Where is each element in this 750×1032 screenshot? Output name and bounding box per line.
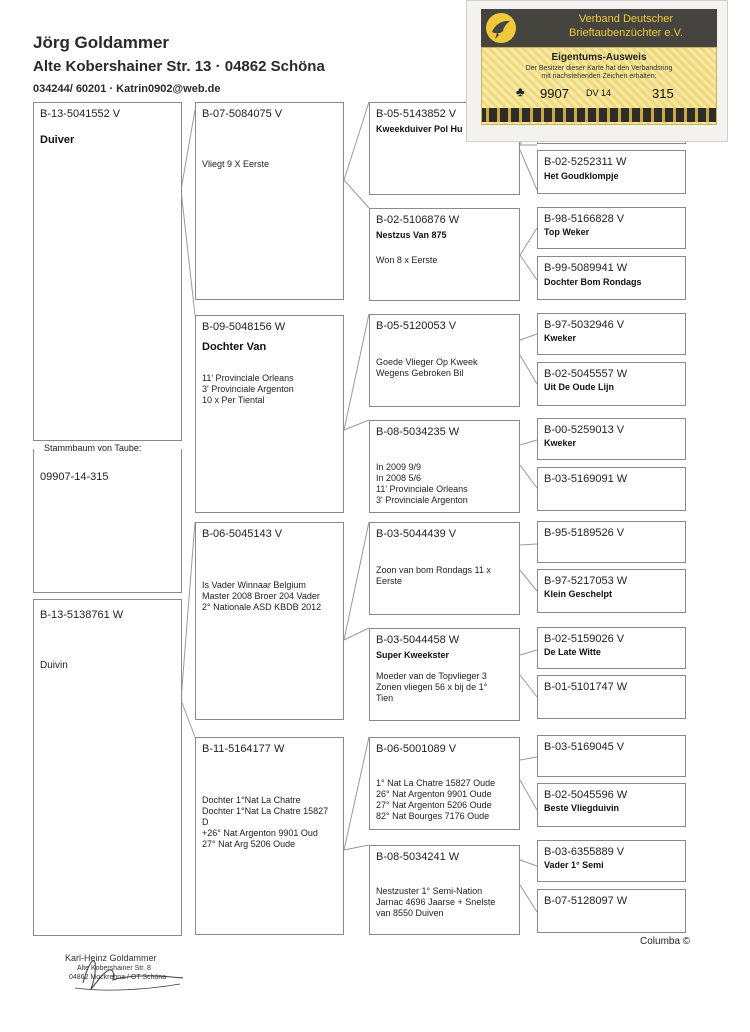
gen3-box-2[interactable] <box>369 208 520 301</box>
gen4-box-10[interactable] <box>537 569 686 613</box>
gen4-ring-2: B-02-5252311 W <box>544 156 627 168</box>
stammbaum-number: 09907-14-315 <box>40 471 109 483</box>
gen3-box-3[interactable] <box>369 314 520 407</box>
gen4-name-6: Uit De Oude Lijn <box>544 382 615 392</box>
card-stamp-icon: ♣ <box>516 84 525 99</box>
partner-mother-box[interactable] <box>195 737 344 935</box>
gen4-box-4[interactable] <box>537 256 686 300</box>
gen4-box-15[interactable] <box>537 840 686 882</box>
gen3-ring-6: B-03-5044458 W <box>376 634 460 646</box>
father-box[interactable] <box>195 102 344 300</box>
gen3-box-5[interactable] <box>369 522 520 615</box>
stammbaum-label: Stammbaum von Taube: <box>44 443 142 453</box>
gen4-name-10: Klein Geschelpt <box>544 589 613 599</box>
gen4-ring-11: B-02-5159026 V <box>544 633 625 645</box>
gen4-ring-16: B-07-5128097 W <box>544 895 628 907</box>
gen4-box-9[interactable] <box>537 521 686 563</box>
card-subtitle: Der Besitzer dieser Karte hat den Verbandsring mit nachstehenden Zeichen erhalten: <box>525 65 673 80</box>
owner-address: Alte Kobershainer Str. 13 · 04862 Schöna <box>33 58 325 75</box>
partner-box[interactable] <box>33 599 182 936</box>
gen3-info-4: In 2009 9/9 In 2008 5/6 11' Provinciale Orleans 3' Provinciale Argenton <box>376 462 468 505</box>
gen3-info-7: 1° Nat La Chatre 15827 Oude 26° Nat Argenton 9901 Oude 27° Nat Argenton 5206 Oude 82° Nat Bourges 7176 Oude <box>376 778 496 821</box>
gen3-name-1: Kweekduiver Pol Hu <box>376 124 463 134</box>
gen4-name-3: Top Weker <box>544 227 590 237</box>
card-association-line2: Brieftaubenzüchter e.V. <box>569 27 683 39</box>
gen4-box-6[interactable] <box>537 362 686 406</box>
card-body <box>481 47 717 125</box>
gen4-ring-5: B-97-5032946 V <box>544 319 625 331</box>
gen4-name-5: Kweker <box>544 333 577 343</box>
gen3-info-6: Moeder van de Topvlieger 3 Zonen vliegen 56 x bij de 1° Tien <box>376 671 488 703</box>
gen4-box-16[interactable] <box>537 889 686 933</box>
owner-contact: 034244/ 60201 · Katrin0902@web.de <box>33 83 221 95</box>
ownership-card <box>466 0 728 142</box>
gen3-ring-7: B-06-5001089 V <box>376 743 457 755</box>
partner-ring: B-13-5138761 W <box>40 609 124 621</box>
gen4-ring-3: B-98-5166828 V <box>544 213 625 225</box>
gen4-name-14: Beste Vliegduivin <box>544 803 620 813</box>
gen3-info-3: Goede Vlieger Op Kweek Wegens Gebroken Bil <box>376 357 478 378</box>
card-association-line1: Verband Deutscher <box>578 13 674 25</box>
gen3-box-8[interactable] <box>369 845 520 935</box>
gen4-ring-13: B-03-5169045 V <box>544 741 625 753</box>
gen4-name-11: De Late Witte <box>544 647 601 657</box>
card-number-code: DV 14 <box>586 88 612 98</box>
pigeon-logo-icon <box>485 12 517 44</box>
gen4-name-15: Vader 1° Semi <box>544 860 604 870</box>
gen3-box-4[interactable] <box>369 420 520 513</box>
gen4-ring-10: B-97-5217053 W <box>544 575 628 587</box>
gen4-name-2: Het Goudklompje <box>544 171 619 181</box>
gen4-box-12[interactable] <box>537 675 686 719</box>
mother-box[interactable] <box>195 315 344 513</box>
gen3-ring-4: B-08-5034235 W <box>376 426 460 438</box>
signature-town: 04862 Mockrehna / OT Schöna <box>69 974 167 981</box>
card-ornament-border <box>482 108 716 122</box>
partner-mother-ring: B-11-5164177 W <box>202 743 285 755</box>
gen3-ring-2: B-02-5106876 W <box>376 214 460 226</box>
gen4-ring-6: B-02-5045557 W <box>544 368 628 380</box>
gen4-box-14[interactable] <box>537 783 686 827</box>
gen3-info-5: Zoon van bom Rondags 11 x Eerste <box>376 565 491 586</box>
gen4-name-7: Kweker <box>544 438 577 448</box>
mother-ring: B-09-5048156 W <box>202 321 286 333</box>
father-info: Vliegt 9 X Eerste <box>202 159 270 169</box>
gen4-box-2[interactable] <box>537 150 686 194</box>
partner-father-box[interactable] <box>195 522 344 720</box>
signature-name: Karl-Heinz Goldammer <box>65 953 157 963</box>
signature-street: Alte Kobershainer Str. 8 <box>77 965 151 972</box>
subject-ring: B-13-5041552 V <box>40 108 121 120</box>
gen4-ring-15: B-03-6355889 V <box>544 846 625 858</box>
gen3-info-8: Nestzuster 1° Semi-Nation Jarnac 4696 Jaarse + Snelste van 8550 Duiven <box>376 886 496 918</box>
partner-name: Duivin <box>40 660 68 671</box>
gen4-box-11[interactable] <box>537 627 686 669</box>
gen3-name-2: Nestzus Van 875 <box>376 230 447 240</box>
father-ring: B-07-5084075 V <box>202 108 283 120</box>
card-title: Eigentums-Ausweis <box>551 52 647 63</box>
copyright-footer: Columba © <box>640 936 691 947</box>
gen4-box-3[interactable] <box>537 207 686 249</box>
signature-stamp <box>65 948 190 998</box>
gen4-ring-8: B-03-5169091 W <box>544 473 628 485</box>
owner-name: Jörg Goldammer <box>33 33 170 52</box>
card-number-right: 315 <box>652 86 674 101</box>
gen4-ring-7: B-00-5259013 V <box>544 424 625 436</box>
partner-father-ring: B-06-5045143 V <box>202 528 283 540</box>
gen4-box-7[interactable] <box>537 418 686 460</box>
gen4-box-5[interactable] <box>537 313 686 355</box>
gen3-ring-3: B-05-5120053 V <box>376 320 457 332</box>
mother-info: 11' Provinciale Orleans 3' Provinciale Argenton 10 x Per Tiental <box>202 373 294 405</box>
gen3-ring-8: B-08-5034241 W <box>376 851 460 863</box>
gen4-box-8[interactable] <box>537 467 686 511</box>
partner-mother-info: Dochter 1°Nat La Chatre Dochter 1°Nat La Chatre 15827 D +26° Nat Argenton 9901 Oud 27° Nat Arg 5206 Oude <box>202 795 329 849</box>
gen4-ring-14: B-02-5045596 W <box>544 789 628 801</box>
subject-name: Duiver <box>40 134 75 146</box>
card-header <box>481 9 717 47</box>
card-number-left: 9907 <box>540 86 569 101</box>
gen3-name-6: Super Kweekster <box>376 650 450 660</box>
stammbaum-box <box>33 443 182 593</box>
gen4-box-13[interactable] <box>537 735 686 777</box>
gen3-ring-5: B-03-5044439 V <box>376 528 457 540</box>
gen3-info-2: Won 8 x Eerste <box>376 255 438 265</box>
gen3-box-6[interactable] <box>369 628 520 721</box>
gen4-ring-12: B-01-5101747 W <box>544 681 628 693</box>
gen4-ring-4: B-99-5089941 W <box>544 262 628 274</box>
gen4-ring-9: B-95-5189526 V <box>544 527 625 539</box>
gen3-ring-1: B-05-5143852 V <box>376 108 457 120</box>
gen4-name-4: Dochter Bom Rondags <box>544 277 642 287</box>
mother-name: Dochter Van <box>202 341 267 353</box>
subject-box[interactable] <box>33 102 182 441</box>
partner-father-info: Is Vader Winnaar Belgium Master 2008 Broer 204 Vader 2° Nationale ASD KBDB 2012 <box>202 580 322 612</box>
gen3-box-7[interactable] <box>369 737 520 830</box>
